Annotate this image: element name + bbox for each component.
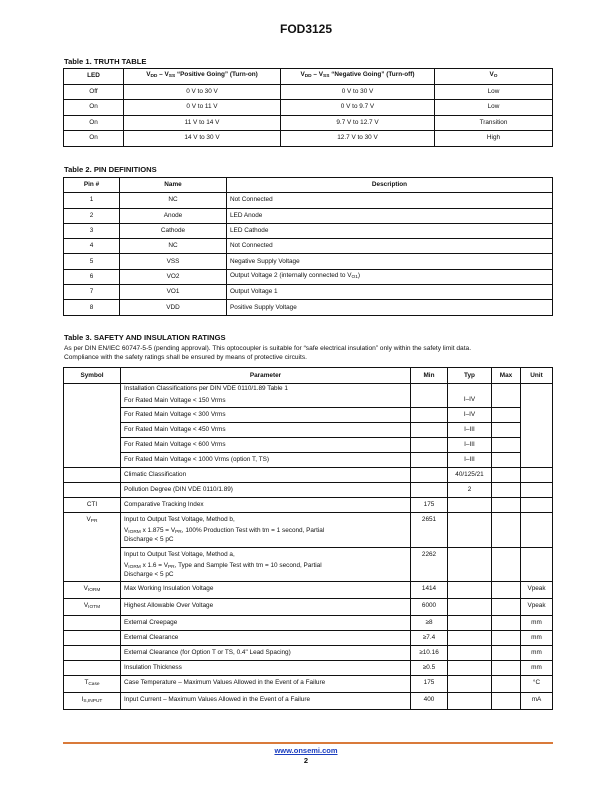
cell-min: ≥10.16 <box>411 646 448 661</box>
cell-min <box>411 468 448 483</box>
cell-unit <box>521 513 553 548</box>
cell-symbol <box>64 661 121 676</box>
cell-parameter: External Creepage <box>121 616 411 631</box>
cell-min: ≥0.5 <box>411 661 448 676</box>
cell-typ <box>448 599 492 616</box>
header-pin: Pin # <box>64 178 120 193</box>
cell-symbol <box>64 676 121 693</box>
cell-description: Not Connected <box>227 193 553 208</box>
cell-typ <box>448 676 492 693</box>
table-row <box>64 115 553 131</box>
symbol-text: I <box>81 696 84 703</box>
cell-symbol <box>64 483 121 498</box>
cell-min <box>411 483 448 498</box>
install-heading: Installation Classifications per DIN VDE 0110/1.89 Table 1 <box>124 385 288 392</box>
table-row <box>64 285 553 300</box>
header-sub: SS <box>323 74 330 80</box>
header-positive-going <box>124 69 281 85</box>
cell-max <box>492 599 521 616</box>
table-row <box>64 208 553 223</box>
cell-min: ≥7.4 <box>411 631 448 646</box>
table2-title: Table 2. PIN DEFINITIONS <box>64 165 157 174</box>
cell-typ: 2 <box>448 483 492 498</box>
param-text: V <box>124 527 129 534</box>
symbol-sub: IOTM <box>88 605 101 610</box>
header-parameter: Parameter <box>121 368 411 384</box>
description-sub: O1 <box>351 274 358 280</box>
cell-min <box>411 438 448 453</box>
header-led: LED <box>64 69 124 85</box>
cell-name: VDD <box>120 300 227 315</box>
cell-positive: 0 V to 30 V <box>124 84 281 100</box>
cell-description: Positive Supply Voltage <box>227 300 553 315</box>
header-sub: DD <box>150 74 158 80</box>
symbol-text: V <box>86 516 91 523</box>
cell-pin: 5 <box>64 254 120 269</box>
cell-max <box>492 547 521 582</box>
table-row <box>64 384 553 408</box>
cell-led: Off <box>64 84 124 100</box>
cell-positive: 14 V to 30 V <box>124 131 281 147</box>
table-header-row <box>64 178 553 193</box>
cell-symbol <box>64 599 121 616</box>
cell-parameter: Case Temperature – Maximum Values Allowed in the Event of a Failure <box>121 676 411 693</box>
table1-title: Table 1. TRUTH TABLE <box>64 57 147 66</box>
cell-typ <box>448 661 492 676</box>
cell-parameter <box>121 547 411 582</box>
cell-vo: Low <box>435 84 553 100</box>
table-row <box>64 269 553 284</box>
cell-unit <box>521 498 553 513</box>
cell-description: Negative Supply Voltage <box>227 254 553 269</box>
cell-unit: mm <box>521 646 553 661</box>
cell-symbol <box>64 616 121 631</box>
cell-name: Anode <box>120 208 227 223</box>
cell-min: 2262 <box>411 547 448 582</box>
cell-pin: 2 <box>64 208 120 223</box>
cell-negative: 12.7 V to 30 V <box>281 131 435 147</box>
cell-min <box>411 423 448 438</box>
cell-min: 400 <box>411 693 448 710</box>
cell-pin: 7 <box>64 285 120 300</box>
website-link[interactable]: www.onsemi.com <box>274 746 338 755</box>
header-max: Max <box>492 368 521 384</box>
cell-unit: mm <box>521 631 553 646</box>
cell-typ <box>448 616 492 631</box>
header-sub: SS <box>168 74 176 80</box>
cell-parameter: External Clearance <box>121 631 411 646</box>
cell-unit: Vpeak <box>521 582 553 599</box>
cell-max <box>492 468 521 483</box>
header-vo <box>435 69 553 85</box>
cell-max <box>492 513 521 548</box>
symbol-sub: S,INPUT <box>83 699 103 704</box>
cell-description: LED Cathode <box>227 223 553 238</box>
header-unit: Unit <box>521 368 553 384</box>
table-header-row <box>64 69 553 85</box>
cell-symbol <box>64 384 121 468</box>
cell-symbol: CTI <box>64 498 121 513</box>
table-row <box>64 513 553 548</box>
param-text: V <box>124 561 129 569</box>
cell-symbol <box>64 582 121 599</box>
cell-description <box>227 269 553 284</box>
cell-typ: I–III <box>448 453 492 468</box>
table-row <box>64 676 553 693</box>
cell-typ: I–IV <box>448 408 492 423</box>
table-row <box>64 547 553 582</box>
table-row <box>64 193 553 208</box>
param-line <box>124 562 407 572</box>
cell-positive: 11 V to 14 V <box>124 115 281 131</box>
cell-parameter: For Rated Main Voltage < 450 Vrms <box>121 423 411 438</box>
cell-typ <box>448 693 492 710</box>
cell-parameter <box>121 384 411 408</box>
table-row <box>64 468 553 483</box>
param-sub: PR <box>175 530 182 535</box>
table-row <box>64 423 553 438</box>
cell-parameter: Max Working Insulation Voltage <box>121 582 411 599</box>
cell-parameter: External Clearance (for Option T or TS, 0.4" Lead Spacing) <box>121 646 411 661</box>
header-typ: Typ <box>448 368 492 384</box>
cell-min: 2651 <box>411 513 448 548</box>
table-row <box>64 453 553 468</box>
table-row <box>64 239 553 254</box>
cell-parameter: Pollution Degree (DIN VDE 0110/1.89) <box>121 483 411 498</box>
param-line: Input to Output Test Voltage, Method b, <box>124 516 235 523</box>
cell-pin: 1 <box>64 193 120 208</box>
cell-min: 175 <box>411 498 448 513</box>
cell-max <box>492 616 521 631</box>
table-row <box>64 100 553 116</box>
cell-unit <box>521 483 553 498</box>
table-row <box>64 661 553 676</box>
header-sub: O <box>493 74 498 80</box>
table-row <box>64 599 553 616</box>
header-text: – V <box>157 71 169 79</box>
cell-vo: High <box>435 131 553 147</box>
table-row <box>64 616 553 631</box>
cell-symbol <box>64 693 121 710</box>
header-text: V <box>489 71 494 79</box>
table-row <box>64 582 553 599</box>
header-sub: DD <box>304 74 312 80</box>
description-text: ) <box>357 271 361 279</box>
cell-description: Output Voltage 1 <box>227 285 553 300</box>
page-number: 2 <box>303 756 309 765</box>
cell-typ: I–III <box>448 438 492 453</box>
cell-max <box>492 453 521 468</box>
cell-parameter: Highest Allowable Over Voltage <box>121 599 411 616</box>
cell-parameter: For Rated Main Voltage < 300 Vrms <box>121 408 411 423</box>
symbol-text: V <box>83 602 89 609</box>
table-row <box>64 300 553 315</box>
cell-min: 175 <box>411 676 448 693</box>
table-row <box>64 631 553 646</box>
cell-parameter: Input Current – Maximum Values Allowed in the Event of a Failure <box>121 693 411 710</box>
safety-ratings-table <box>63 367 553 710</box>
table3-note-line2: Compliance with the safety ratings shall be ensured by means of protective circuits. <box>64 354 307 361</box>
pin-definitions-table <box>63 177 553 316</box>
param-sub: IORM <box>128 564 141 570</box>
header-text: “Negative Going” (Turn-off) <box>329 71 415 79</box>
table-row <box>64 223 553 238</box>
header-symbol: Symbol <box>64 368 121 384</box>
table-row <box>64 408 553 423</box>
table-row <box>64 693 553 710</box>
table-row <box>64 254 553 269</box>
table-row <box>64 438 553 453</box>
cell-typ <box>448 646 492 661</box>
cell-unit: °C <box>521 676 553 693</box>
cell-parameter: For Rated Main Voltage < 600 Vrms <box>121 438 411 453</box>
cell-min <box>411 453 448 468</box>
param-line: Discharge < 5 pC <box>124 570 174 578</box>
description-text: Output Voltage 2 (internally connected to V <box>230 271 352 279</box>
cell-negative: 0 V to 9.7 V <box>281 100 435 116</box>
cell-max <box>492 384 521 408</box>
cell-unit: mA <box>521 693 553 710</box>
cell-max <box>492 693 521 710</box>
cell-pin: 3 <box>64 223 120 238</box>
cell-negative: 0 V to 30 V <box>281 84 435 100</box>
cell-description: LED Anode <box>227 208 553 223</box>
table-row <box>64 483 553 498</box>
cell-name: VO2 <box>120 269 227 284</box>
table-row <box>64 131 553 147</box>
cell-max <box>492 423 521 438</box>
cell-negative: 9.7 V to 12.7 V <box>281 115 435 131</box>
cell-vo: Transition <box>435 115 553 131</box>
cell-min <box>411 408 448 423</box>
cell-symbol <box>64 631 121 646</box>
cell-unit: Vpeak <box>521 599 553 616</box>
cell-typ <box>448 513 492 548</box>
cell-symbol <box>64 513 121 582</box>
install-param: For Rated Main Voltage < 150 Vrms <box>124 397 226 404</box>
cell-max <box>492 582 521 599</box>
cell-parameter <box>121 513 411 548</box>
header-text: – V <box>311 71 324 79</box>
cell-unit <box>521 468 553 483</box>
table-row <box>64 498 553 513</box>
symbol-sub: Case <box>88 682 100 687</box>
cell-max <box>492 483 521 498</box>
symbol-text: V <box>83 585 88 592</box>
param-text: x 1.6 = V <box>140 561 168 569</box>
header-name: Name <box>120 178 227 193</box>
cell-vo: Low <box>435 100 553 116</box>
header-negative-going <box>281 69 435 85</box>
table-row <box>64 646 553 661</box>
header-description: Description <box>227 178 553 193</box>
symbol-sub: IORM <box>87 588 101 593</box>
cell-min: 6000 <box>411 599 448 616</box>
cell-max <box>492 661 521 676</box>
param-text: , Type and Sample Test with tm = 10 second, Partial <box>174 561 322 569</box>
header-min: Min <box>411 368 448 384</box>
cell-symbol <box>64 468 121 483</box>
cell-pin: 4 <box>64 239 120 254</box>
symbol-sub: PR <box>90 519 98 524</box>
cell-pin: 8 <box>64 300 120 315</box>
cell-max <box>492 498 521 513</box>
cell-unit: mm <box>521 661 553 676</box>
table3-note-line1: As per DIN EN/IEC 60747-5-5 (pending approval). This optocoupler is suitable for “safe electrical insulation” only within the safety limit data. <box>64 345 472 352</box>
cell-led: On <box>64 131 124 147</box>
cell-max <box>492 408 521 423</box>
header-text: V <box>146 71 151 79</box>
cell-name: Cathode <box>120 223 227 238</box>
document-title: FOD3125 <box>279 22 333 36</box>
cell-typ <box>448 582 492 599</box>
cell-unit <box>521 547 553 582</box>
cell-name: VSS <box>120 254 227 269</box>
cell-positive: 0 V to 11 V <box>124 100 281 116</box>
cell-typ <box>448 631 492 646</box>
cell-unit <box>521 384 553 468</box>
table3-title: Table 3. SAFETY AND INSULATION RATINGS <box>64 333 226 342</box>
truth-table <box>63 68 553 147</box>
cell-typ <box>448 547 492 582</box>
param-sub: PR <box>167 564 175 570</box>
cell-max <box>492 646 521 661</box>
cell-parameter: Comparative Tracking Index <box>121 498 411 513</box>
header-text: “Positive Going” (Turn-on) <box>175 71 258 79</box>
param-line: Discharge < 5 pC <box>124 536 174 543</box>
cell-typ: 40/125/21 <box>448 468 492 483</box>
cell-led: On <box>64 100 124 116</box>
cell-led: On <box>64 115 124 131</box>
cell-typ: I–III <box>448 423 492 438</box>
cell-parameter: Climatic Classification <box>121 468 411 483</box>
param-sub: IORM <box>128 530 141 535</box>
cell-name: NC <box>120 239 227 254</box>
cell-parameter: Insulation Thickness <box>121 661 411 676</box>
table-row <box>64 84 553 100</box>
footer-divider <box>63 742 553 744</box>
cell-max <box>492 438 521 453</box>
cell-min <box>411 384 448 408</box>
table-header-row <box>64 368 553 384</box>
cell-max <box>492 676 521 693</box>
cell-name: NC <box>120 193 227 208</box>
cell-description: Not Connected <box>227 239 553 254</box>
cell-pin: 6 <box>64 269 120 284</box>
param-text: x 1.875 = V <box>140 527 176 534</box>
symbol-text: T <box>84 679 89 686</box>
cell-unit: mm <box>521 616 553 631</box>
param-text: , 100% Production Test with tm = 1 second, Partial <box>181 527 325 534</box>
cell-symbol <box>64 646 121 661</box>
cell-min: 1414 <box>411 582 448 599</box>
cell-parameter: For Rated Main Voltage < 1000 Vrms (option T, TS) <box>121 453 411 468</box>
cell-min: ≥8 <box>411 616 448 631</box>
cell-max <box>492 631 521 646</box>
cell-name: VO1 <box>120 285 227 300</box>
header-text: V <box>300 71 305 79</box>
param-line: Input to Output Test Voltage, Method a, <box>124 550 235 558</box>
cell-typ <box>448 498 492 513</box>
cell-typ: I–IV <box>448 384 492 408</box>
